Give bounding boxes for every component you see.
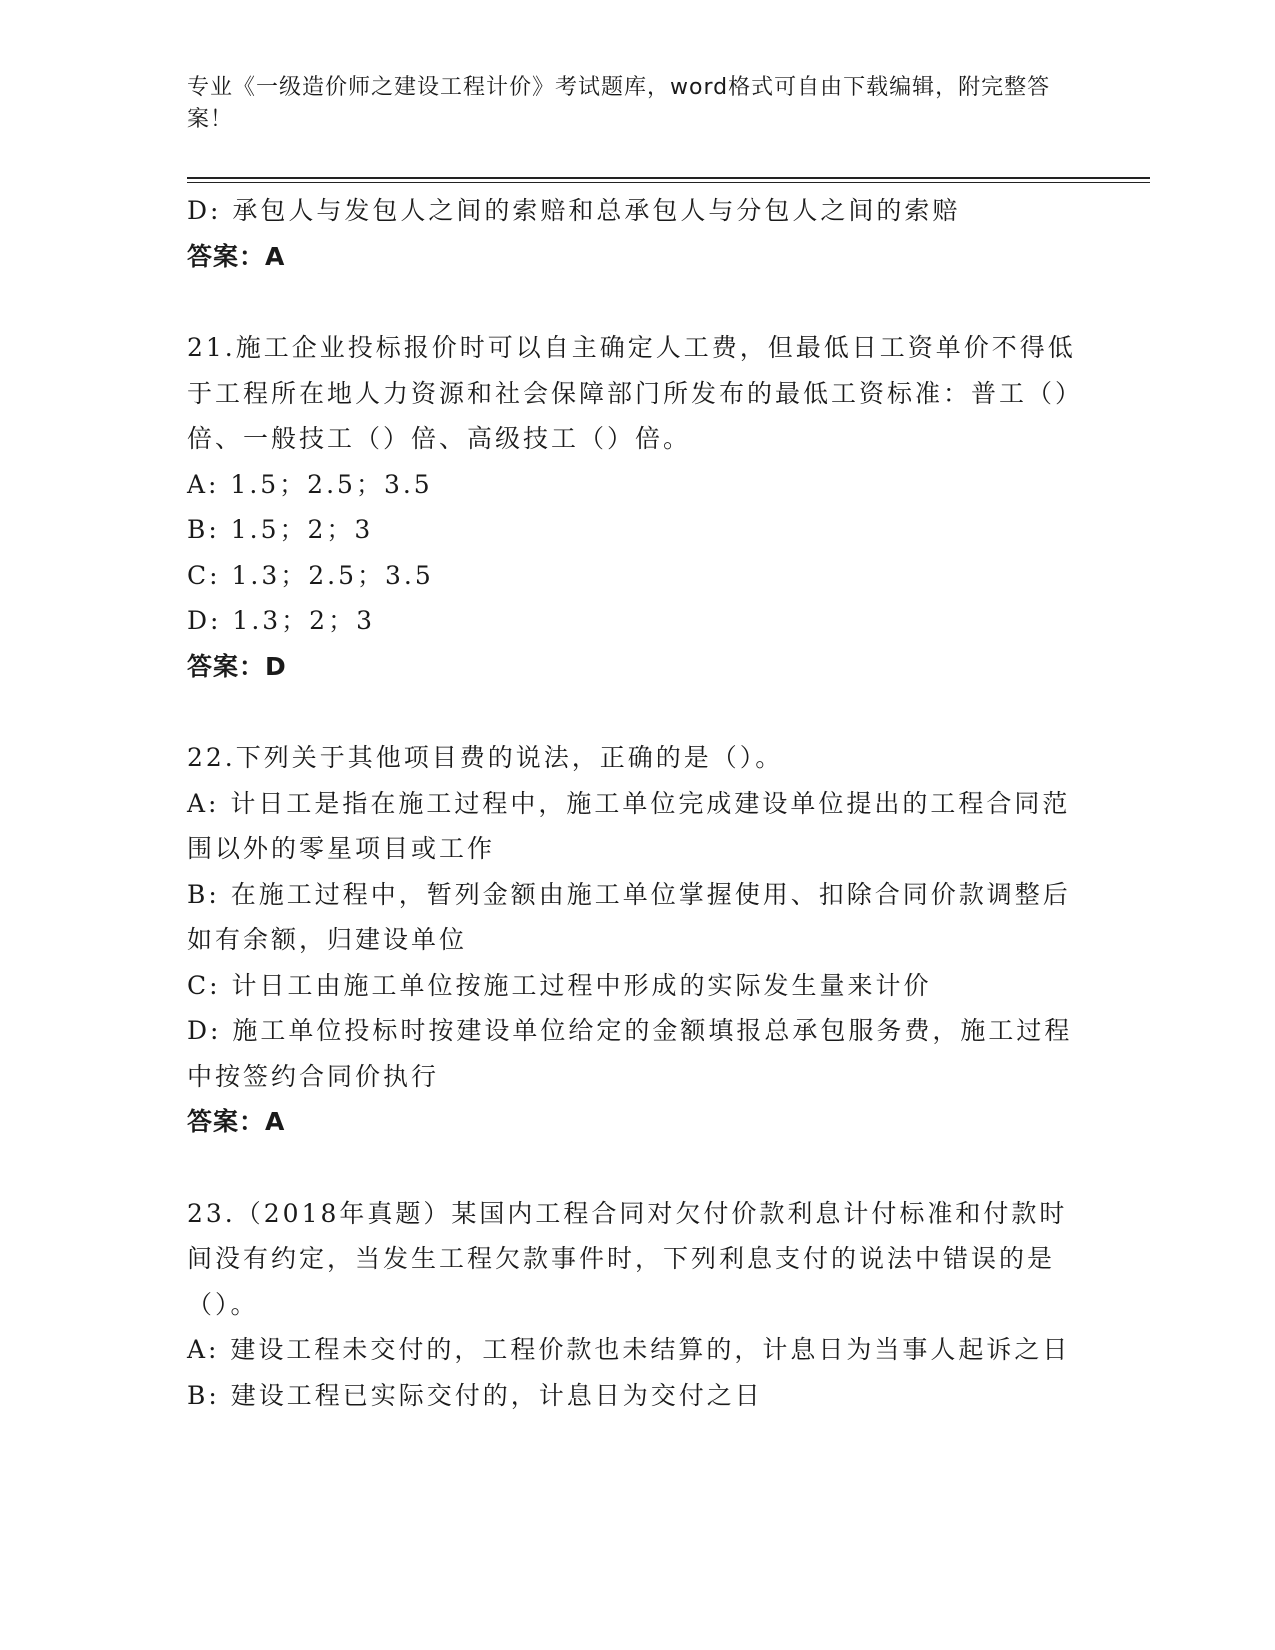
header-rule-thin	[187, 182, 1150, 183]
question-21-answer: 答案：D	[187, 651, 287, 681]
question-22-option-d: D: 施工单位投标时按建设单位给定的金额填报总承包服务费，施工过程中按签约合同价执行	[187, 1016, 1073, 1091]
question-23	[187, 1191, 1087, 1419]
question-21-option-b: B: 1.5；2；3	[187, 515, 374, 544]
spacer	[187, 1145, 1087, 1191]
question-22-answer: 答案：A	[187, 1107, 286, 1136]
question-22-stem: 22.下列关于其他项目费的说法，正确的是（）。	[187, 743, 784, 772]
spacer	[187, 689, 1087, 735]
question-22-option-c: C: 计日工由施工单位按施工过程中形成的实际发生量来计价	[187, 970, 932, 1000]
question-21	[187, 325, 1087, 689]
question-21-option-d: D: 1.3；2；3	[187, 606, 375, 635]
question-22-option-a: A: 计日工是指在施工过程中，施工单位完成建设单位提出的工程合同范围以外的零星项目或工作	[187, 788, 1071, 863]
spacer	[187, 279, 1087, 325]
question-21-stem: 21.施工企业投标报价时可以自主确定人工费，但最低日工资单价不得低于工程所在地人力资源和社会保障部门所发布的最低工资标准：普工（）倍、一般技工（）倍、高级技工（）倍。	[187, 333, 1084, 453]
question-21-option-c: C: 1.3；2.5；3.5	[187, 560, 434, 590]
question-23-stem: 23.（2018年真题）某国内工程合同对欠付价款利息计付标准和付款时间没有约定，当发生工程欠款事件时，下列利息支付的说法中错误的是（）。	[187, 1198, 1068, 1319]
question-22-option-b: B: 在施工过程中，暂列金额由施工单位掌握使用、扣除合同价款调整后如有余额，归建设单位	[187, 879, 1071, 954]
exam-content	[187, 188, 1087, 1418]
question-21-option-a: A: 1.5；2.5；3.5	[187, 469, 433, 499]
question-22	[187, 735, 1087, 1145]
prev-option-d: D: 承包人与发包人之间的索赔和总承包人与分包人之间的索赔	[187, 196, 961, 225]
prev-answer: 答案：A	[187, 241, 286, 271]
question-23-option-b: B: 建设工程已实际交付的，计息日为交付之日	[187, 1380, 763, 1410]
question-23-option-a: A: 建设工程未交付的，工程价款也未结算的，计息日为当事人起诉之日	[187, 1335, 1071, 1364]
header-rule-thick	[187, 177, 1150, 179]
page-header: 专业《一级造价师之建设工程计价》考试题库，word格式可自由下载编辑，附完整答案！	[187, 75, 1051, 132]
